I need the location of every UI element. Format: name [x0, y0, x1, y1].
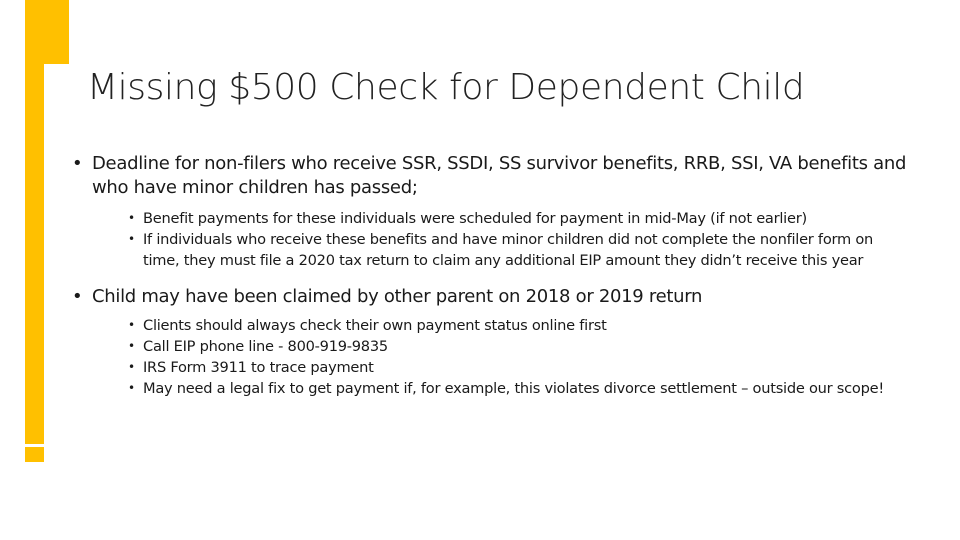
bullet-1-sub-2-text: If individuals who receive these benefits and have minor children did not complete the nonfiler form on time, they must file a 2020 tax return to claim any additional EIP amount they didn’t receive this year — [143, 231, 874, 269]
accent-bar-side — [25, 64, 44, 444]
bullet-1 — [72, 152, 912, 200]
bullet-2-sub-3 — [128, 357, 912, 378]
bullet-dot: • — [72, 153, 83, 174]
bullet-2-sub-4-text: May need a legal fix to get payment if, for example, this violates divorce settlement – outside our scope! — [143, 380, 884, 397]
accent-bar-top — [25, 0, 69, 64]
bullet-2-sub-2-text: Call EIP phone line - 800-919-9835 — [143, 338, 388, 355]
bullet-1-text: Deadline for non-filers who receive SSR, SSDI, SS survivor benefits, RRB, SSI, VA benefits and who have minor children has passed; — [92, 153, 907, 198]
bullet-2-sub-1-text: Clients should always check their own payment status online first — [143, 317, 607, 334]
bullet-dot: • — [128, 232, 135, 246]
bullet-2-sub-2 — [128, 336, 912, 357]
bullet-dot: • — [128, 318, 135, 332]
bullet-2-sub-4 — [128, 378, 912, 399]
accent-square — [25, 447, 44, 462]
bullet-2-sub-1 — [128, 315, 912, 336]
slide-title: Missing $500 Check for Dependent Child — [87, 67, 805, 108]
bullet-dot: • — [128, 211, 135, 225]
bullet-2 — [72, 285, 912, 309]
bullet-1-sub-1-text: Benefit payments for these individuals were scheduled for payment in mid-May (if not earlier) — [143, 210, 807, 227]
bullet-dot: • — [72, 286, 83, 307]
bullet-1-sub-2 — [128, 229, 912, 271]
bullet-1-sub-1 — [128, 208, 912, 229]
bullet-dot: • — [128, 360, 135, 374]
bullet-dot: • — [128, 339, 135, 353]
slide-body — [72, 152, 912, 399]
bullet-2-text: Child may have been claimed by other parent on 2018 or 2019 return — [92, 286, 703, 307]
bullet-dot: • — [128, 381, 135, 395]
bullet-2-sub-3-text: IRS Form 3911 to trace payment — [143, 359, 374, 376]
